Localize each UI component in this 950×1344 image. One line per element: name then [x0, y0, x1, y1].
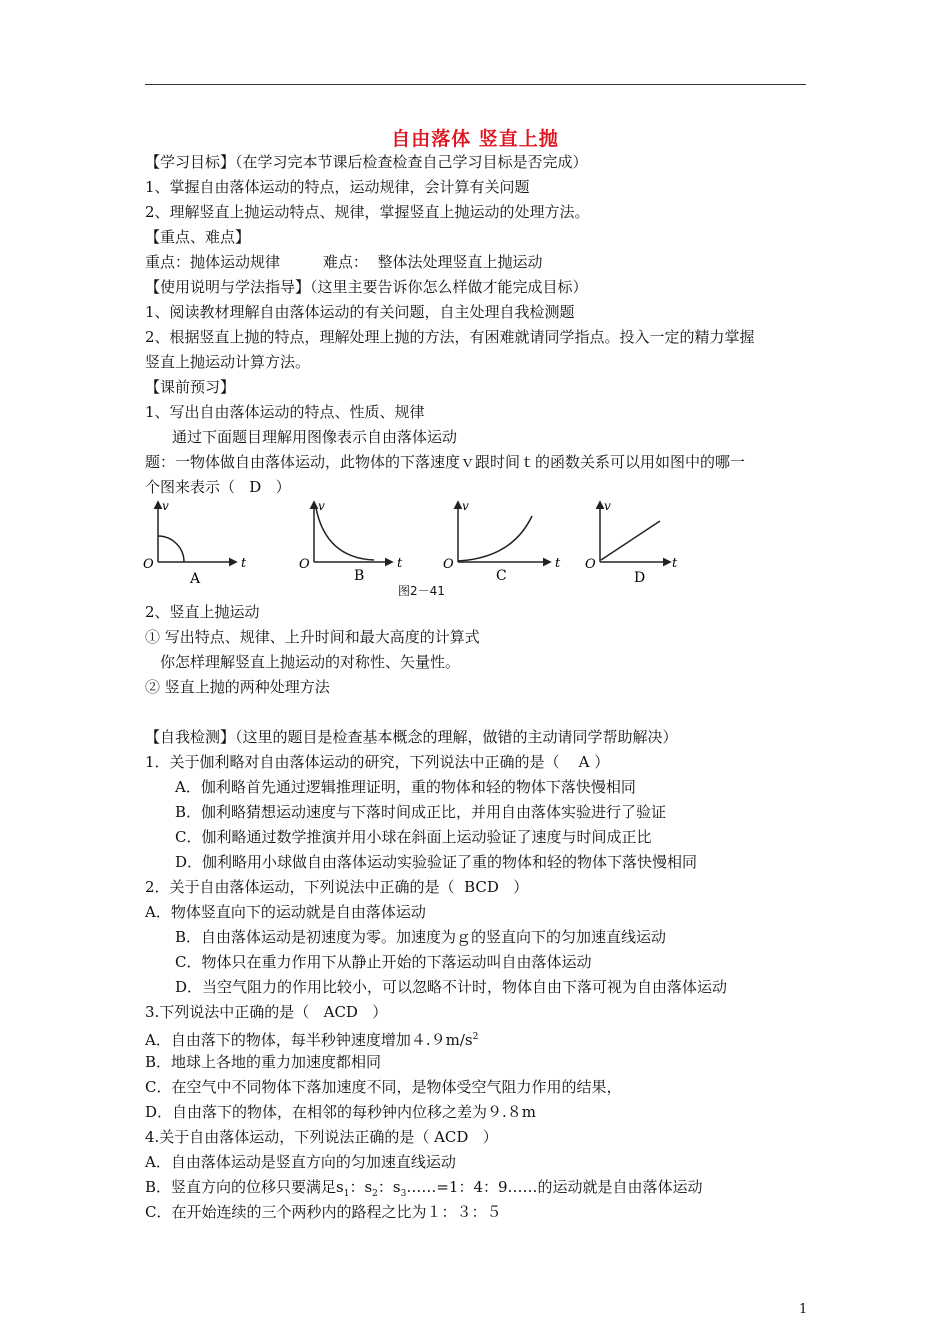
graph-a: [143, 499, 247, 587]
subscript: 2: [372, 1189, 378, 1199]
graph-label-b: B: [354, 568, 365, 584]
page-number: 1: [799, 1302, 808, 1317]
text-line: B．地球上各地的重力加速度都相同: [145, 1053, 382, 1071]
text-line: [145, 1177, 703, 1204]
figure-caption: 图2－41: [398, 584, 445, 598]
page-title: 自由落体 竖直上抛: [391, 128, 559, 150]
text-line: A．伽利略首先通过逻辑推理证明，重的物体和轻的物体下落快慢相同: [175, 778, 636, 796]
text-line: C．伽利略通过数学推演并用小球在斜面上运动验证了速度与时间成正比: [175, 828, 652, 846]
text-line: C．在空气中不同物体下落加速度不同，是物体受空气阻力作用的结果，: [145, 1078, 622, 1096]
text-line: D．伽利略用小球做自由落体运动实验验证了重的物体和轻的物体下落快慢相同: [175, 853, 698, 871]
text-line: 3.下列说法中正确的是（ ACD ）: [145, 1003, 388, 1021]
text-line: 【自我检测】（这里的题目是检查基本概念的理解，做错的主动请同学帮助解决）: [145, 728, 678, 746]
subscript: 1: [343, 1189, 350, 1199]
graph-label-c: C: [496, 568, 507, 584]
graph-label-d: D: [634, 570, 646, 586]
text-line: 【重点、难点】: [145, 228, 251, 246]
text-line: 【课前预习】: [145, 378, 236, 396]
text-line: 你怎样理解竖直上抛运动的对称性、矢量性。: [160, 653, 461, 671]
axis-v-label: v: [162, 499, 169, 513]
text-line: B．伽利略猜想运动速度与下落时间成正比，并用自由落体实验进行了验证: [175, 803, 667, 821]
header-rule: [145, 84, 806, 85]
text-span: B．竖直方向的位移只要满足s: [145, 1178, 344, 1196]
text-line: 题：一物体做自由落体运动，此物体的下落速度ｖ跟时间ｔ的函数关系可以用如图中的哪一: [145, 453, 746, 471]
axis-t-label: t: [555, 556, 561, 571]
text-line: 2．关于自由落体运动，下列说法中正确的是（ BCD ）: [145, 878, 529, 896]
superscript: 2: [472, 1032, 479, 1042]
graph-b: [299, 499, 403, 584]
text-span: ：s: [349, 1178, 373, 1196]
origin-label: O: [585, 557, 596, 572]
text-line: D．自由落下的物体，在相邻的每秒钟内位移之差为９.８m: [145, 1103, 537, 1121]
graph-c: [443, 499, 561, 584]
graph-label-a: A: [190, 571, 201, 587]
text-line: 通过下面题目理解用图像表示自由落体运动: [172, 428, 458, 446]
text-line: C．物体只在重力作用下从静止开始的下落运动叫自由落体运动: [175, 953, 592, 971]
text-line: 竖直上抛运动计算方法。: [145, 353, 311, 371]
subscript: 3: [400, 1189, 407, 1199]
text-line: 【使用说明与学法指导】（这里主要告诉你怎么样做才能完成目标）: [145, 278, 588, 296]
text-line: D．当空气阻力的作用比较小，可以忽略不计时，物体自由下落可视为自由落体运动: [175, 978, 728, 996]
text-line: 1．关于伽利略对自由落体运动的研究，下列说法中正确的是（ A ）: [145, 753, 610, 771]
text-line: C．在开始连续的三个两秒内的路程之比为１：３：５: [145, 1203, 502, 1221]
text-line: 1、写出自由落体运动的特点、性质、规律: [145, 403, 425, 421]
text-line: 个图来表示（ D ）: [145, 478, 291, 496]
text-line: 重点：抛体运动规律 难点： 整体法处理竖直上抛运动: [145, 253, 543, 271]
axis-v-label: v: [462, 499, 469, 513]
text-line: 2、理解竖直上抛运动特点、规律，掌握竖直上抛运动的处理方法。: [145, 203, 590, 221]
text-line: A．自由落体运动是竖直方向的匀加速直线运动: [145, 1153, 456, 1171]
graph-d: [585, 499, 678, 586]
text-line: ① 写出特点、规律、上升时间和最大高度的计算式: [145, 628, 480, 646]
axis-v-label: v: [318, 499, 325, 513]
axis-t-label: t: [241, 556, 247, 571]
text-line: 4.关于自由落体运动，下列说法正确的是（ ACD ）: [145, 1128, 498, 1146]
origin-label: O: [443, 557, 454, 572]
text-line: 2、竖直上抛运动: [145, 603, 260, 621]
text-line: B．自由落体运动是初速度为零。加速度为ｇ的竖直向下的匀加速直线运动: [175, 928, 667, 946]
origin-label: O: [299, 557, 310, 572]
text-span: ……=1：4：9……的运动就是自由落体运动: [406, 1178, 703, 1196]
axis-t-label: t: [672, 556, 678, 571]
text-span: A．自由落下的物体，每半秒钟速度增加４.９m/s: [145, 1031, 473, 1049]
text-line: 1、掌握自由落体运动的特点，运动规律，会计算有关问题: [145, 178, 530, 196]
axis-v-label: v: [604, 499, 611, 513]
text-line: 1、阅读教材理解自由落体运动的有关问题，自主处理自我检测题: [145, 303, 575, 321]
text-line: [145, 1027, 478, 1050]
text-line: A．物体竖直向下的运动就是自由落体运动: [145, 903, 426, 921]
text-span: ：s: [377, 1178, 401, 1196]
axis-t-label: t: [397, 556, 403, 571]
text-line: 2、根据竖直上抛的特点，理解处理上抛的方法，有困难就请同学指点。投入一定的精力掌握: [145, 328, 755, 346]
text-line: ② 竖直上抛的两种处理方法: [145, 678, 330, 696]
text-line: 【学习目标】（在学习完本节课后检查检查自己学习目标是否完成）: [145, 153, 588, 171]
origin-label: O: [143, 557, 154, 572]
